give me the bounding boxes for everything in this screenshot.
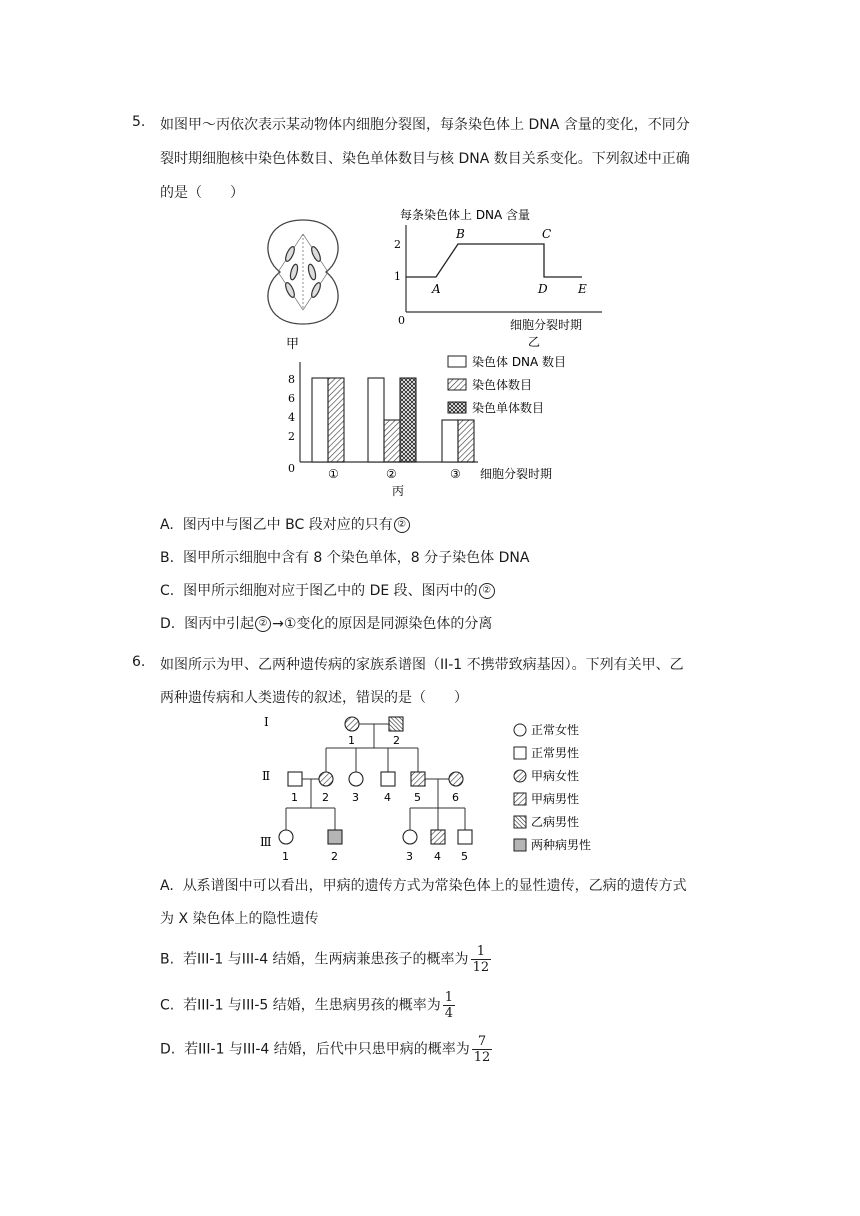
gen3-female-1 (279, 830, 293, 844)
gen2-female-2 (319, 772, 333, 786)
figure-bing-ytick-2: 2 (288, 430, 295, 443)
figure-yi-point-C: C (542, 227, 552, 241)
legend-normal-male-icon (514, 747, 526, 759)
option-5C[interactable] (160, 580, 496, 600)
gen2-female-3 (349, 772, 363, 786)
figure-yi-point-B: B (456, 227, 465, 241)
circled-number: ② (394, 517, 410, 533)
generation-label-2: Ⅱ (262, 769, 271, 783)
figure-jia-cell (258, 212, 348, 352)
option-text: 若III-1 与III-4 结婚，后代中只患甲病的概率为 (184, 1041, 470, 1058)
stem-line-3: 的是（ ） (160, 185, 244, 201)
figure-bing-ytick-0: 0 (288, 462, 295, 475)
figure-yi-point-E: E (578, 282, 587, 296)
numerator: 7 (472, 1034, 493, 1050)
figure-yi-ytick-0: 0 (398, 314, 405, 327)
legend-jia-female: 甲病女性 (531, 769, 580, 783)
option-5B[interactable] (160, 547, 529, 567)
generation-label-3: Ⅲ (260, 835, 272, 849)
gen2-male-1 (288, 772, 302, 786)
stem-line-2: 两种遗传病和人类遗传的叙述，错误的是（ ） (160, 690, 468, 706)
fraction (443, 990, 455, 1021)
option-text: 若III-1 与III-5 结婚，生患病男孩的概率为 (183, 997, 441, 1014)
gen2-id-3: 3 (352, 791, 359, 804)
figure-bing-ytick-6: 6 (288, 392, 295, 405)
figure-bing-xlabel: 细胞分裂时期 (480, 467, 553, 481)
legend-swatch-dna (448, 356, 466, 367)
legend-swatch-chromatid (448, 402, 466, 413)
option-6C[interactable] (160, 990, 455, 1021)
fraction (471, 944, 492, 975)
legend-both-male: 两种病男性 (531, 838, 592, 852)
gen3-id-5: 5 (461, 850, 468, 863)
bar-2-chromatid (400, 378, 416, 462)
question-number: 6. (132, 654, 146, 670)
stem-line-1: 如图甲～丙依次表示某动物体内细胞分裂图，每条染色体上 DNA 含量的变化，不同分 (160, 117, 690, 133)
figure-yi-ylabel: 每条染色体上 DNA 含量 (400, 208, 531, 222)
figure-bing-category-1: ① (328, 467, 339, 481)
gen2-male-4 (381, 772, 395, 786)
option-label: C. (160, 997, 175, 1014)
gen3-female-3 (403, 830, 417, 844)
bar-2-chromosome (384, 420, 400, 462)
option-text: 图丙中与图乙中 BC 段对应的只有 (182, 517, 393, 533)
option-text: 图甲所示细胞中含有 8 个染色单体，8 分子染色体 DNA (182, 550, 530, 566)
option-5A[interactable] (160, 514, 411, 534)
option-label: A. (160, 878, 174, 894)
legend-jia-female-icon (514, 770, 526, 782)
gen3-id-2: 2 (331, 850, 338, 863)
generation-label-1: Ⅰ (264, 715, 269, 729)
gen3-male-5 (458, 830, 472, 844)
bar-3-chromosome (458, 420, 474, 462)
option-label: A. (160, 517, 174, 533)
figure-bing-bar-chart (282, 352, 602, 502)
gen1-female-1 (345, 717, 359, 731)
denominator: 12 (472, 960, 490, 975)
figure-bing-ytick-8: 8 (288, 373, 295, 386)
stem-line-1: 如图所示为甲、乙两种遗传病的家族系谱图（II-1 不携带致病基因）。下列有关甲、乙 (160, 657, 684, 673)
figure-bing-ytick-4: 4 (288, 411, 295, 424)
gen2-id-1: 1 (291, 791, 298, 804)
figure-yi-point-D: D (538, 282, 548, 296)
legend-normal-female: 正常女性 (531, 723, 580, 737)
legend-label-chromatid: 染色单体数目 (472, 401, 545, 415)
figure-bing-category-3: ③ (450, 467, 461, 481)
legend-swatch-chromosome (448, 379, 466, 390)
gen2-id-2: 2 (322, 791, 329, 804)
legend-normal-male: 正常男性 (531, 746, 580, 760)
legend-yi-male: 乙病男性 (531, 815, 580, 829)
figure-yi-caption: 乙 (528, 335, 541, 349)
gen2-id-5: 5 (414, 791, 421, 804)
numerator: 1 (471, 944, 492, 960)
fraction (472, 1034, 493, 1065)
option-label: B. (160, 550, 175, 566)
figure-yi-ytick-2: 2 (394, 238, 401, 251)
legend-label-chromosome: 染色体数目 (472, 378, 533, 392)
gen1-male-2 (389, 717, 403, 731)
denominator: 12 (473, 1050, 491, 1065)
legend-both-male-icon (514, 839, 526, 851)
gen2-male-5 (411, 772, 425, 786)
option-6A-continued: 为 X 染色体上的隐性遗传 (160, 911, 319, 927)
option-label: D. (160, 616, 176, 632)
gen2-id-6: 6 (452, 791, 459, 804)
option-6A[interactable] (160, 875, 687, 895)
option-6D[interactable] (160, 1034, 492, 1065)
question-number: 5. (132, 114, 146, 130)
legend-jia-male: 甲病男性 (531, 792, 580, 806)
option-label: D. (160, 1041, 176, 1058)
circled-number: ② (479, 583, 495, 599)
gen3-male-4 (431, 830, 445, 844)
option-5D[interactable] (160, 613, 492, 633)
gen3-id-1: 1 (282, 850, 289, 863)
bar-1-chromosome (328, 378, 344, 462)
legend-yi-male-icon (514, 816, 526, 828)
gen3-id-4: 4 (434, 850, 441, 863)
circled-number: ② (255, 616, 271, 632)
figure-yi-xlabel: 细胞分裂时期 (510, 318, 583, 332)
bar-2-dna (368, 378, 384, 462)
gen3-id-3: 3 (406, 850, 413, 863)
option-text: 图丙中引起 (184, 616, 255, 632)
figure-yi-line-chart (380, 205, 620, 350)
denominator: 4 (444, 1006, 454, 1021)
figure-jia-label: 甲 (286, 337, 300, 352)
bar-1-dna (312, 378, 328, 462)
legend-normal-female-icon (514, 724, 526, 736)
option-6B[interactable] (160, 944, 491, 975)
figure-yi-ytick-1: 1 (394, 270, 401, 283)
option-text-after: →①变化的原因是同源染色体的分离 (272, 616, 493, 632)
figure-bing-caption: 丙 (392, 484, 405, 498)
numerator: 1 (444, 990, 454, 1005)
gen1-id-2: 2 (393, 734, 400, 747)
gen2-id-4: 4 (384, 791, 391, 804)
legend-label-dna: 染色体 DNA 数目 (472, 355, 567, 369)
gen1-id-1: 1 (348, 734, 355, 747)
legend-jia-male-icon (514, 793, 526, 805)
bar-3-dna (442, 420, 458, 462)
figure-bing-category-2: ② (386, 467, 397, 481)
gen2-female-6 (449, 772, 463, 786)
gen3-male-2 (328, 830, 342, 844)
option-text: 若III-1 与III-4 结婚，生两病兼患孩子的概率为 (182, 951, 469, 968)
stem-line-2: 裂时期细胞核中染色体数目、染色单体数目与核 DNA 数目关系变化。下列叙述中正确 (160, 151, 690, 167)
option-text: 图甲所示细胞对应于图乙中的 DE 段、图丙中的 (183, 583, 478, 599)
pedigree-chart (258, 708, 618, 868)
option-text: 从系谱图中可以看出，甲病的遗传方式为常染色体上的显性遗传，乙病的遗传方式 (182, 878, 687, 894)
option-label: B. (160, 951, 175, 968)
figure-yi-point-A: A (432, 282, 441, 296)
option-label: C. (160, 583, 175, 599)
